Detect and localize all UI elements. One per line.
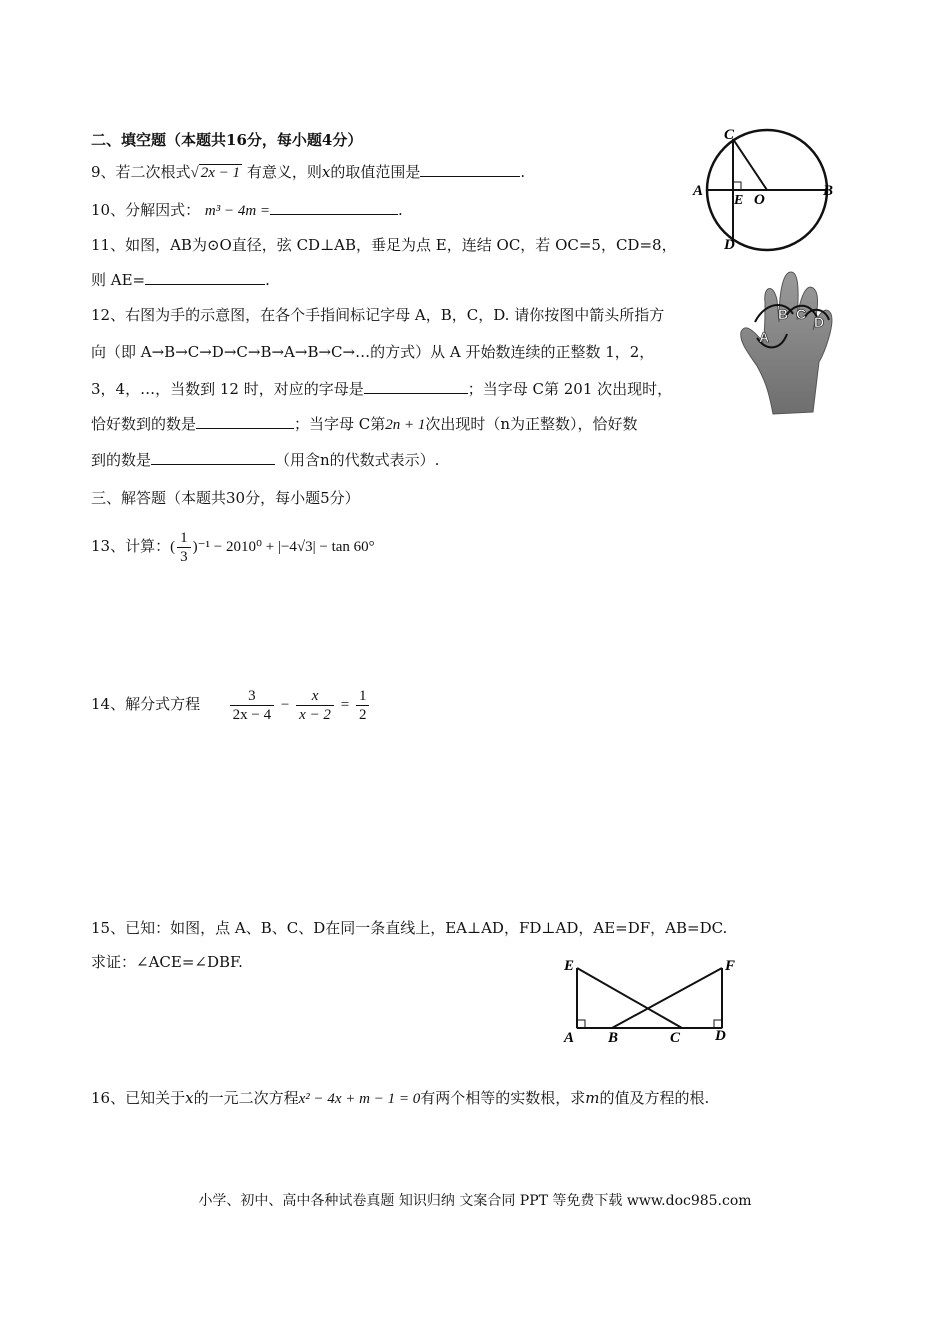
q12-text-5a: 到的数是	[91, 451, 152, 469]
label-d: D	[724, 237, 735, 253]
label-o: O	[754, 192, 765, 208]
label-c: C	[724, 127, 735, 143]
q9-end: .	[520, 163, 526, 181]
q9-text-b: 有意义，则	[246, 163, 322, 181]
q16-expression: x² − 4x + m − 1 = 0	[298, 1091, 421, 1107]
right-angle-a	[577, 1020, 585, 1028]
hand-label-d: D	[814, 314, 825, 330]
q12-answer-blank-1[interactable]	[364, 379, 468, 394]
question-12-line1: 12、右图为手的示意图，在各个手指间标记字母 A，B，C，D. 请你按图中箭头所指方	[91, 306, 665, 324]
question-12-line3	[91, 379, 672, 399]
q9-var: x	[321, 163, 331, 181]
circle-figure	[690, 125, 840, 255]
hand-label-a: A	[759, 329, 770, 345]
q12-text-3a: 3，4，…，当数到 12 时，对应的字母是	[91, 380, 364, 398]
hand-shape	[741, 272, 832, 414]
q9-sqrt: √ 2x − 1	[190, 165, 241, 181]
section-title-fill-in: 二、填空题（本题共16分，每小题4分）	[91, 131, 363, 149]
question-12-line2: 向（即 A→B→C→D→C→B→A→B→C→…的方式）从 A 开始数连续的正整数 1，2，	[91, 343, 655, 361]
fig-label-c: C	[670, 1030, 681, 1046]
q12-text-4a: 恰好数到的数是	[91, 415, 197, 433]
q9-text-c: 的取值范围是	[330, 163, 421, 181]
q14-minus: −	[280, 697, 290, 713]
q14-text: 14、解分式方程	[91, 695, 201, 713]
label-a: A	[693, 183, 704, 199]
right-angle-d	[714, 1020, 722, 1028]
fig-label-e: E	[564, 958, 575, 974]
q14-fraction-1: $\frac{3}{2x - 4}$	[230, 687, 274, 724]
q9-text-a: 9、若二次根式	[91, 163, 191, 181]
right-angle-mark	[733, 182, 741, 190]
q12-answer-blank-2[interactable]	[196, 414, 294, 429]
question-11-line2	[91, 270, 270, 290]
q13-expression: )⁻¹ − 2010⁰ + |−4√3| − tan 60°	[192, 539, 375, 555]
question-12-line5	[91, 450, 439, 470]
hand-label-c: C	[796, 306, 807, 322]
q9-answer-blank[interactable]	[420, 162, 520, 177]
question-11-line1: 11、如图，AB为⊙O直径，弦 CD⊥AB，垂足为点 E，连结 OC，若 OC=5，CD=8，	[91, 236, 677, 254]
q16-text-d: 的值及方程的根.	[599, 1089, 710, 1107]
q13-text: 13、计算：	[91, 537, 171, 555]
line-figure	[560, 955, 740, 1047]
question-10	[91, 200, 403, 221]
q10-answer-blank[interactable]	[270, 200, 398, 215]
question-16	[91, 1088, 709, 1109]
q16-var-x: x	[185, 1089, 194, 1107]
fig-label-b: B	[608, 1030, 619, 1046]
q16-text-c: 有两个相等的实数根，求	[420, 1089, 586, 1107]
q16-var-m: m	[585, 1089, 600, 1107]
q14-equals: =	[340, 697, 350, 713]
q10-expression: m³ − 4m =	[204, 203, 271, 219]
fig-label-f: F	[725, 958, 736, 974]
question-13: 13、计算：( $\frac{1}{3}$ )⁻¹ − 2010⁰ + |−4√3| − tan 60°	[91, 529, 375, 565]
label-b: B	[823, 183, 834, 199]
fig-label-d: D	[715, 1028, 726, 1044]
q12-text-3b: ；当字母 C第 201 次出现时，	[467, 380, 673, 398]
q12-answer-blank-3[interactable]	[151, 450, 275, 465]
section-title-solutions: 三、解答题（本题共30分，每小题5分）	[91, 489, 360, 507]
q16-text-b: 的一元二次方程	[193, 1089, 299, 1107]
question-15-line2: 求证：∠ACE=∠DBF.	[91, 953, 243, 971]
question-15-line1: 15、已知：如图，点 A、B、C、D在同一条直线上，EA⊥AD，FD⊥AD，AE=DF，AB=DC.	[91, 919, 728, 937]
q12-text-5b: （用含n的代数式表示）.	[275, 451, 440, 469]
q12-text-4b: ；当字母 C第	[294, 415, 386, 433]
hand-label-b: B	[778, 306, 789, 322]
footer-text: 小学、初中、高中各种试卷真题 知识归纳 文案合同 PPT 等免费下载 www.doc985.com	[198, 1193, 752, 1209]
q11-answer-blank[interactable]	[145, 270, 265, 285]
question-12-line4	[91, 414, 638, 435]
question-14	[91, 684, 371, 725]
question-9	[91, 162, 525, 183]
q14-fraction-3: $\frac{1}{2}$	[356, 687, 370, 724]
q11-text: 则 AE=	[91, 271, 146, 289]
fig-label-a: A	[564, 1030, 575, 1046]
q11-end: .	[265, 271, 270, 289]
q14-fraction-2: $\frac{x}{x - 2}$	[296, 687, 334, 724]
q10-end: .	[398, 201, 403, 219]
label-e: E	[734, 193, 744, 208]
q10-text: 10、分解因式：	[91, 201, 201, 219]
q16-text-a: 16、已知关于	[91, 1089, 186, 1107]
hand-figure	[735, 262, 845, 420]
q13-fraction: $\frac{1}{3}$	[177, 529, 191, 566]
q12-text-4c: 次出现时（n为正整数），恰好数	[425, 415, 638, 433]
q12-expression: 2n + 1	[385, 417, 426, 433]
